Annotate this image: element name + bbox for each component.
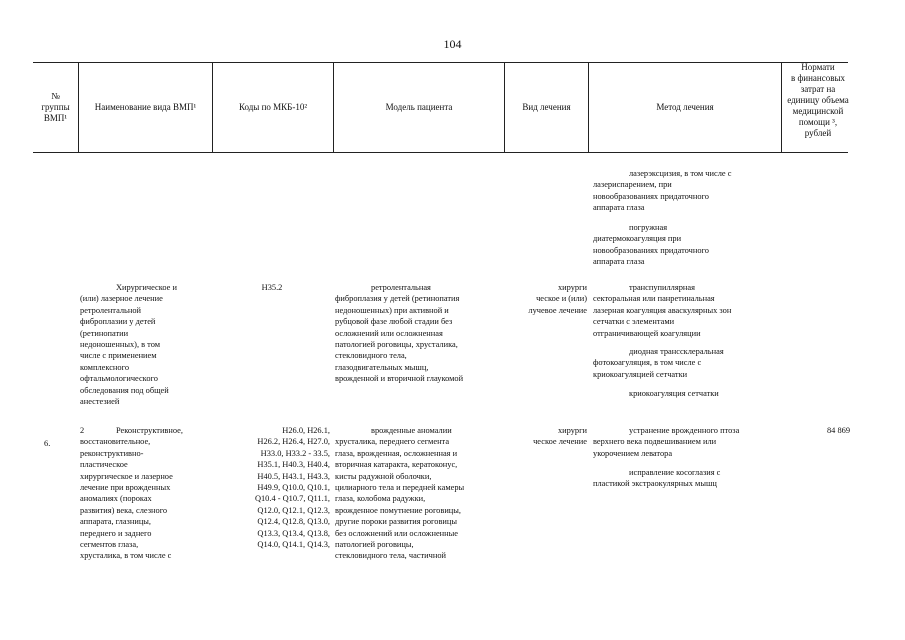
header-cost: Нормати в финансовых затрат на единицу объема медицинской помощи ³, рублей — [787, 62, 849, 138]
header-type-name: Наименование вида ВМП¹ — [94, 101, 197, 112]
cost-cell: 84 869 — [826, 426, 850, 435]
type-name-cell: Хирургическое и (или) лазерное лечение ретролентальной фиброплазии у детей (ретинопатии недоношенных), в том числе с применением комплексного офтальмологического обследования под общей анестезией — [80, 283, 177, 407]
header-group-no: № группы ВМП¹ — [41, 90, 70, 123]
codes-cell: H26.0, H26.1, H26.2, H26.4, H27.0, H33.0, H33.2 - 33.5, H35.1, H40.3, H40.4, H40.5, H43.1, H43.3, H49.9, Q10.0, Q10.1, Q10.4 - Q10.7, Q11.1, Q12.0, Q12.1, Q12.3, Q12.4, Q12.8, Q13.0, Q13.3, Q13.4, Q13.8, Q14.0, Q14.1, Q14.3, — [254, 426, 330, 550]
header-patient-model: Модель пациента — [385, 101, 453, 112]
header-treatment-kind: Вид лечения — [522, 101, 571, 112]
method-item: лазерэксцизия, в том числе с лазериспарением, при новообразованиях придаточного аппарата глаза — [593, 169, 732, 213]
type-name-cell: Реконструктивное, восстановительное, реконструктивно- пластическое хирургическое и лазерное лечение при врожденных аномалиях (пороках развития) века, слезного аппарата, глазницы, переднего и заднего сегментов глаза, хрусталика, в том числе с — [80, 426, 183, 561]
codes-cell: H35.2 — [261, 283, 283, 292]
patient-model-cell: врожденные аномалии хрусталика, переднего сегмента глаза, врожденная, осложненная и вторичная катаракта, кератоконус, кисты радужной оболочки, цилиарного тела и передней камеры глаза, колобома радужки, врожденное помутнение роговицы, другие пороки развития роговицы без осложнений или осложненные патологией роговицы, стекловидного тела, частичной — [335, 426, 465, 561]
method-item: транспупиллярная секторальная или панретинальная лазерная коагуляция аваскулярных зон сетчатки с элементами отграничивающей коагуляции — [593, 283, 732, 338]
header-bottom-border — [33, 152, 848, 153]
row-number: 6. — [44, 439, 51, 448]
method-item: исправление косоглазия с пластикой экстраокулярных мышц — [593, 468, 721, 489]
header-codes: Коды по МКБ-10² — [238, 101, 308, 112]
method-item: диодная транссклеральная фотокоагуляция, в том числе с криокоагуляцией сетчатки — [593, 347, 724, 379]
page-number: 104 — [443, 37, 462, 51]
group-number: 2 — [80, 426, 85, 435]
header-method: Метод лечения — [656, 101, 714, 112]
treatment-kind-cell: хирурги ческое и (или) лучевое лечение — [528, 283, 587, 315]
patient-model-cell: ретролентальная фиброплазия у детей (ретинопатия недоношенных) при активной и рубцовой фазе любой стадии без осложнений или осложненная патологией роговицы, хрусталика, стекловидного тела, глазодвигательных мышц, врожденной и вторичной глаукомой — [335, 283, 464, 384]
treatment-kind-cell: хирурги ческое лечение — [533, 426, 587, 447]
method-item: погружная диатермокоагуляция при новообразованиях придаточного аппарата глаза — [593, 223, 709, 267]
method-item: криокоагуляция сетчатки — [629, 389, 719, 398]
method-item: устранение врожденного птоза верхнего века подвешиванием или укорочением леватора — [593, 426, 740, 458]
